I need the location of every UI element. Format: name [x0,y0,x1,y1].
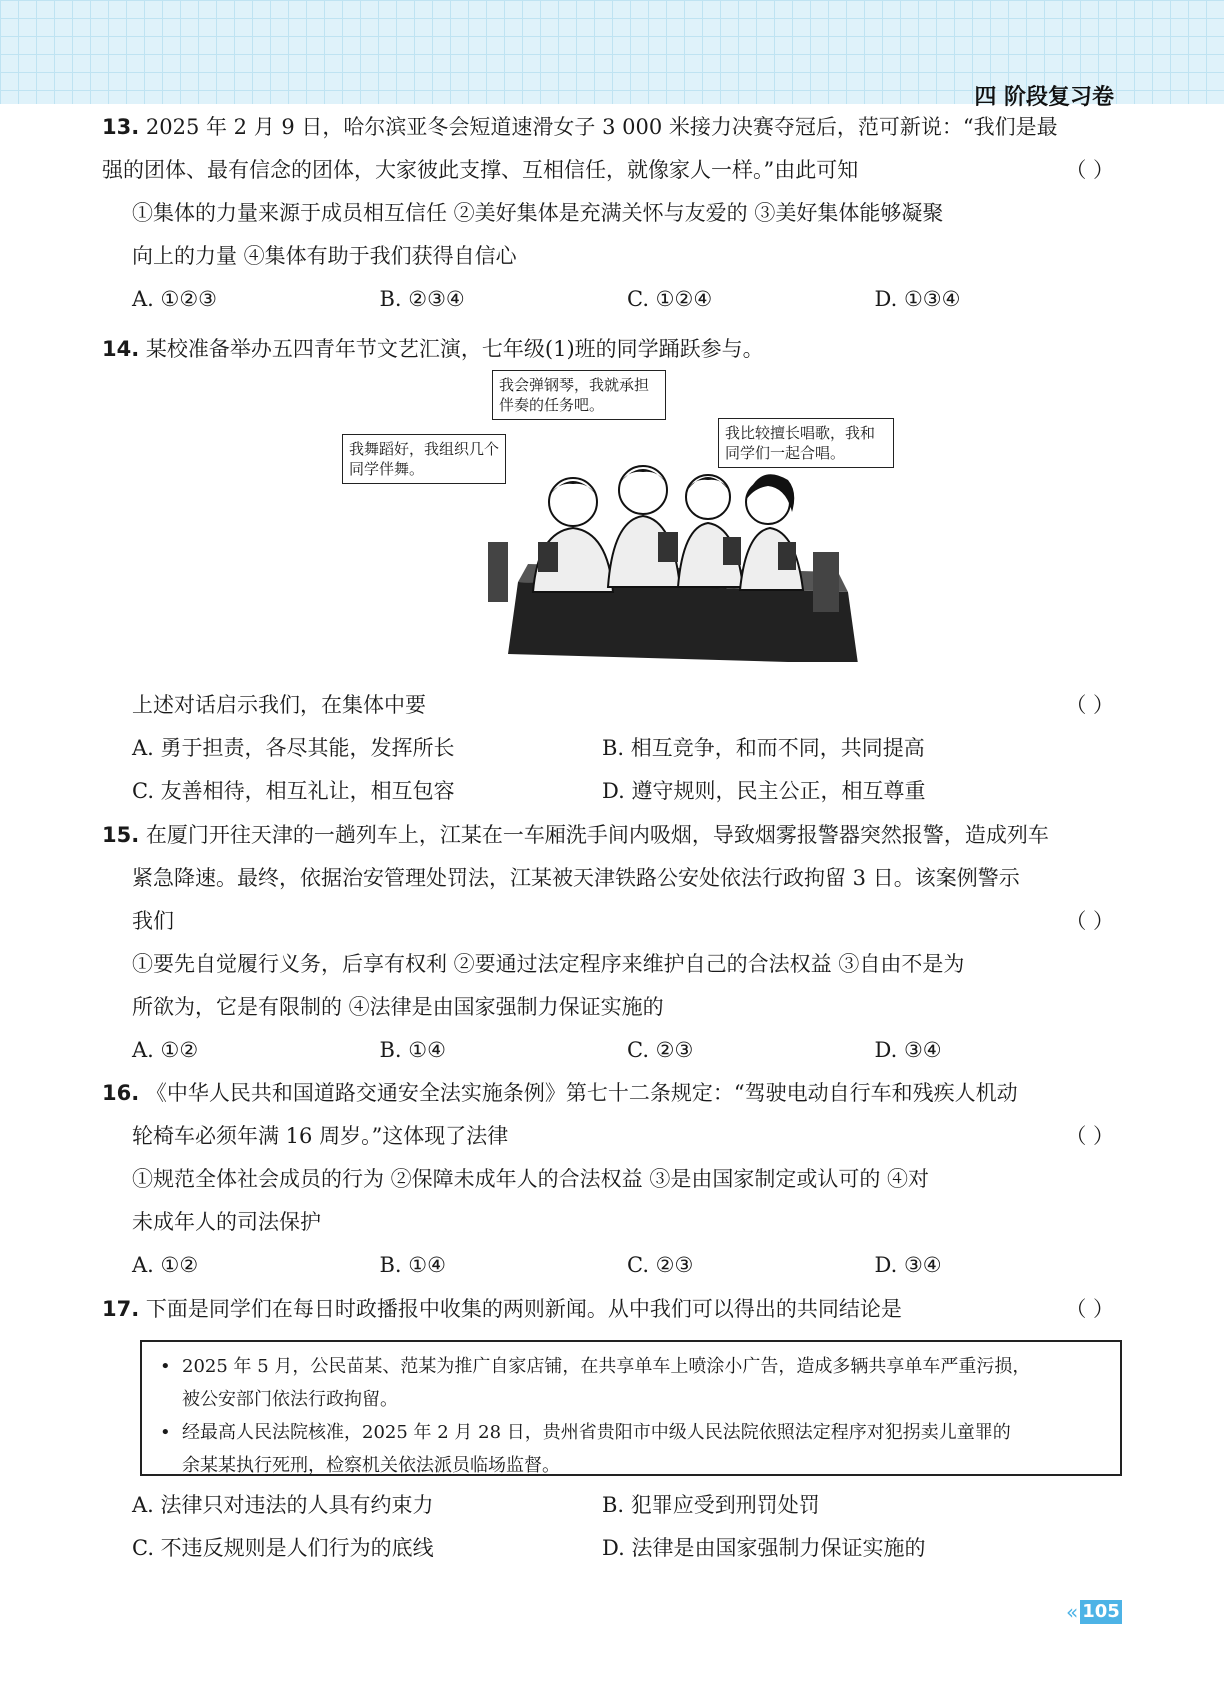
statement-text: ①要先自觉履行义务，后享有权利 ②要通过法定程序来维护自己的合法权益 ③自由不是为 [132,952,965,976]
statement-text: 所欲为，它是有限制的 ④法律是由国家强制力保证实施的 [132,995,664,1019]
question-number: 13. [102,115,140,139]
news-box [140,1340,1122,1476]
option-a: A. 法律只对违法的人具有约束力 [132,1493,434,1517]
option-d: D. 法律是由国家强制力保证实施的 [602,1536,926,1560]
speech-bubble-right: 我比较擅长唱歌，我和同学们一起合唱。 [718,418,894,468]
answer-bracket: （ ） [1065,693,1114,717]
statement-text: ①规范全体社会成员的行为 ②保障未成年人的合法权益 ③是由国家制定或认可的 ④对 [132,1167,930,1191]
question-17-options [102,1484,1122,1570]
page-number: 105 [1080,1600,1122,1624]
answer-bracket: （ ） [1065,909,1114,933]
question-number: 16. [102,1081,140,1105]
answer-bracket: （ ） [1065,1297,1114,1321]
news-item [156,1416,1106,1482]
option-c: C. ①②④ [627,287,713,311]
news-text: • 经最高人民法院核准，2025 年 2 月 28 日，贵州省贵阳市中级人民法院依照法定程序对犯拐卖儿童罪的 [182,1422,1011,1443]
question-number: 14. [102,337,140,361]
question-text: 《中华人民共和国道路交通安全法实施条例》第七十二条规定：“驾驶电动自行车和残疾人机动 [145,1081,1018,1105]
option-c: C. ②③ [627,1038,694,1062]
option-b: B. ②③④ [379,287,465,311]
option-d: D. ①③④ [874,287,961,311]
question-13 [102,106,1122,321]
answer-bracket: （ ） [1065,1124,1114,1148]
question-text: 在厦门开往天津的一趟列车上，江某在一车厢洗手间内吸烟，导致烟雾报警器突然报警，造成列车 [145,823,1049,847]
news-text: 余某某执行死刑，检察机关依法派员临场监督。 [182,1455,560,1476]
news-text: • 2025 年 5 月，公民苗某、范某为推广自家店铺，在共享单车上喷涂小广告，造成多辆共享单车严重污损， [182,1356,1031,1377]
option-c: C. ②③ [627,1253,694,1277]
option-b: B. 犯罪应受到刑罚处罚 [602,1493,820,1517]
question-number: 17. [102,1297,140,1321]
answer-bracket: （ ） [1065,158,1114,182]
option-a: A. ①② [132,1038,199,1062]
chevron-left-icon: « [1066,1600,1079,1624]
question-text: 某校准备举办五四青年节文艺汇演，七年级(1)班的同学踊跃参与。 [145,337,764,361]
question-17 [102,1288,1122,1331]
option-c: C. 不违反规则是人们行为的底线 [132,1536,434,1560]
question-16 [102,1072,1122,1287]
question-14-stem [102,684,1122,813]
speech-bubble-middle: 我会弹钢琴，我就承担伴奏的任务吧。 [492,370,666,420]
question-number: 15. [102,823,140,847]
question-14 [102,328,1122,371]
option-b: B. ①④ [379,1253,446,1277]
statement-text: 未成年人的司法保护 [132,1210,321,1234]
question-text: 我们 [132,909,174,933]
option-b: B. 相互竞争，和而不同，共同提高 [602,736,925,760]
section-title: 四 阶段复习卷 [974,85,1114,110]
question-text: 轮椅车必须年满 16 周岁。”这体现了法律 [132,1124,509,1148]
option-a: A. 勇于担责，各尽其能，发挥所长 [132,736,455,760]
question-15 [102,814,1122,1072]
students-cartoon [349,376,908,662]
option-d: D. 遵守规则，民主公正，相互尊重 [602,779,926,803]
question-text: 上述对话启示我们，在集体中要 [132,693,426,717]
statement-text: ①集体的力量来源于成员相互信任 ②美好集体是充满关怀与友爱的 ③美好集体能够凝聚 [132,201,944,225]
question-text: 强的团体、最有信念的团体，大家彼此支撑、互相信任，就像家人一样。”由此可知 [102,158,859,182]
statement-text: 向上的力量 ④集体有助于我们获得自信心 [132,244,517,268]
option-d: D. ③④ [874,1038,942,1062]
news-item [156,1350,1106,1416]
option-a: A. ①② [132,1253,199,1277]
speech-bubble-left: 我舞蹈好，我组织几个同学伴舞。 [342,434,506,484]
option-c: C. 友善相待，相互礼让，相互包容 [132,779,455,803]
question-text: 下面是同学们在每日时政播报中收集的两则新闻。从中我们可以得出的共同结论是 [145,1297,902,1321]
option-a: A. ①②③ [132,287,217,311]
option-d: D. ③④ [874,1253,942,1277]
question-text: 紧急降速。最终，依据治安管理处罚法，江某被天津铁路公安处依法行政拘留 3 日。该案例警示 [132,866,1020,890]
option-b: B. ①④ [379,1038,446,1062]
news-text: 被公安部门依法行政拘留。 [182,1389,398,1410]
question-text: 2025 年 2 月 9 日，哈尔滨亚冬会短道速滑女子 3 000 米接力决赛夺冠后，范可新说：“我们是最 [145,115,1058,139]
